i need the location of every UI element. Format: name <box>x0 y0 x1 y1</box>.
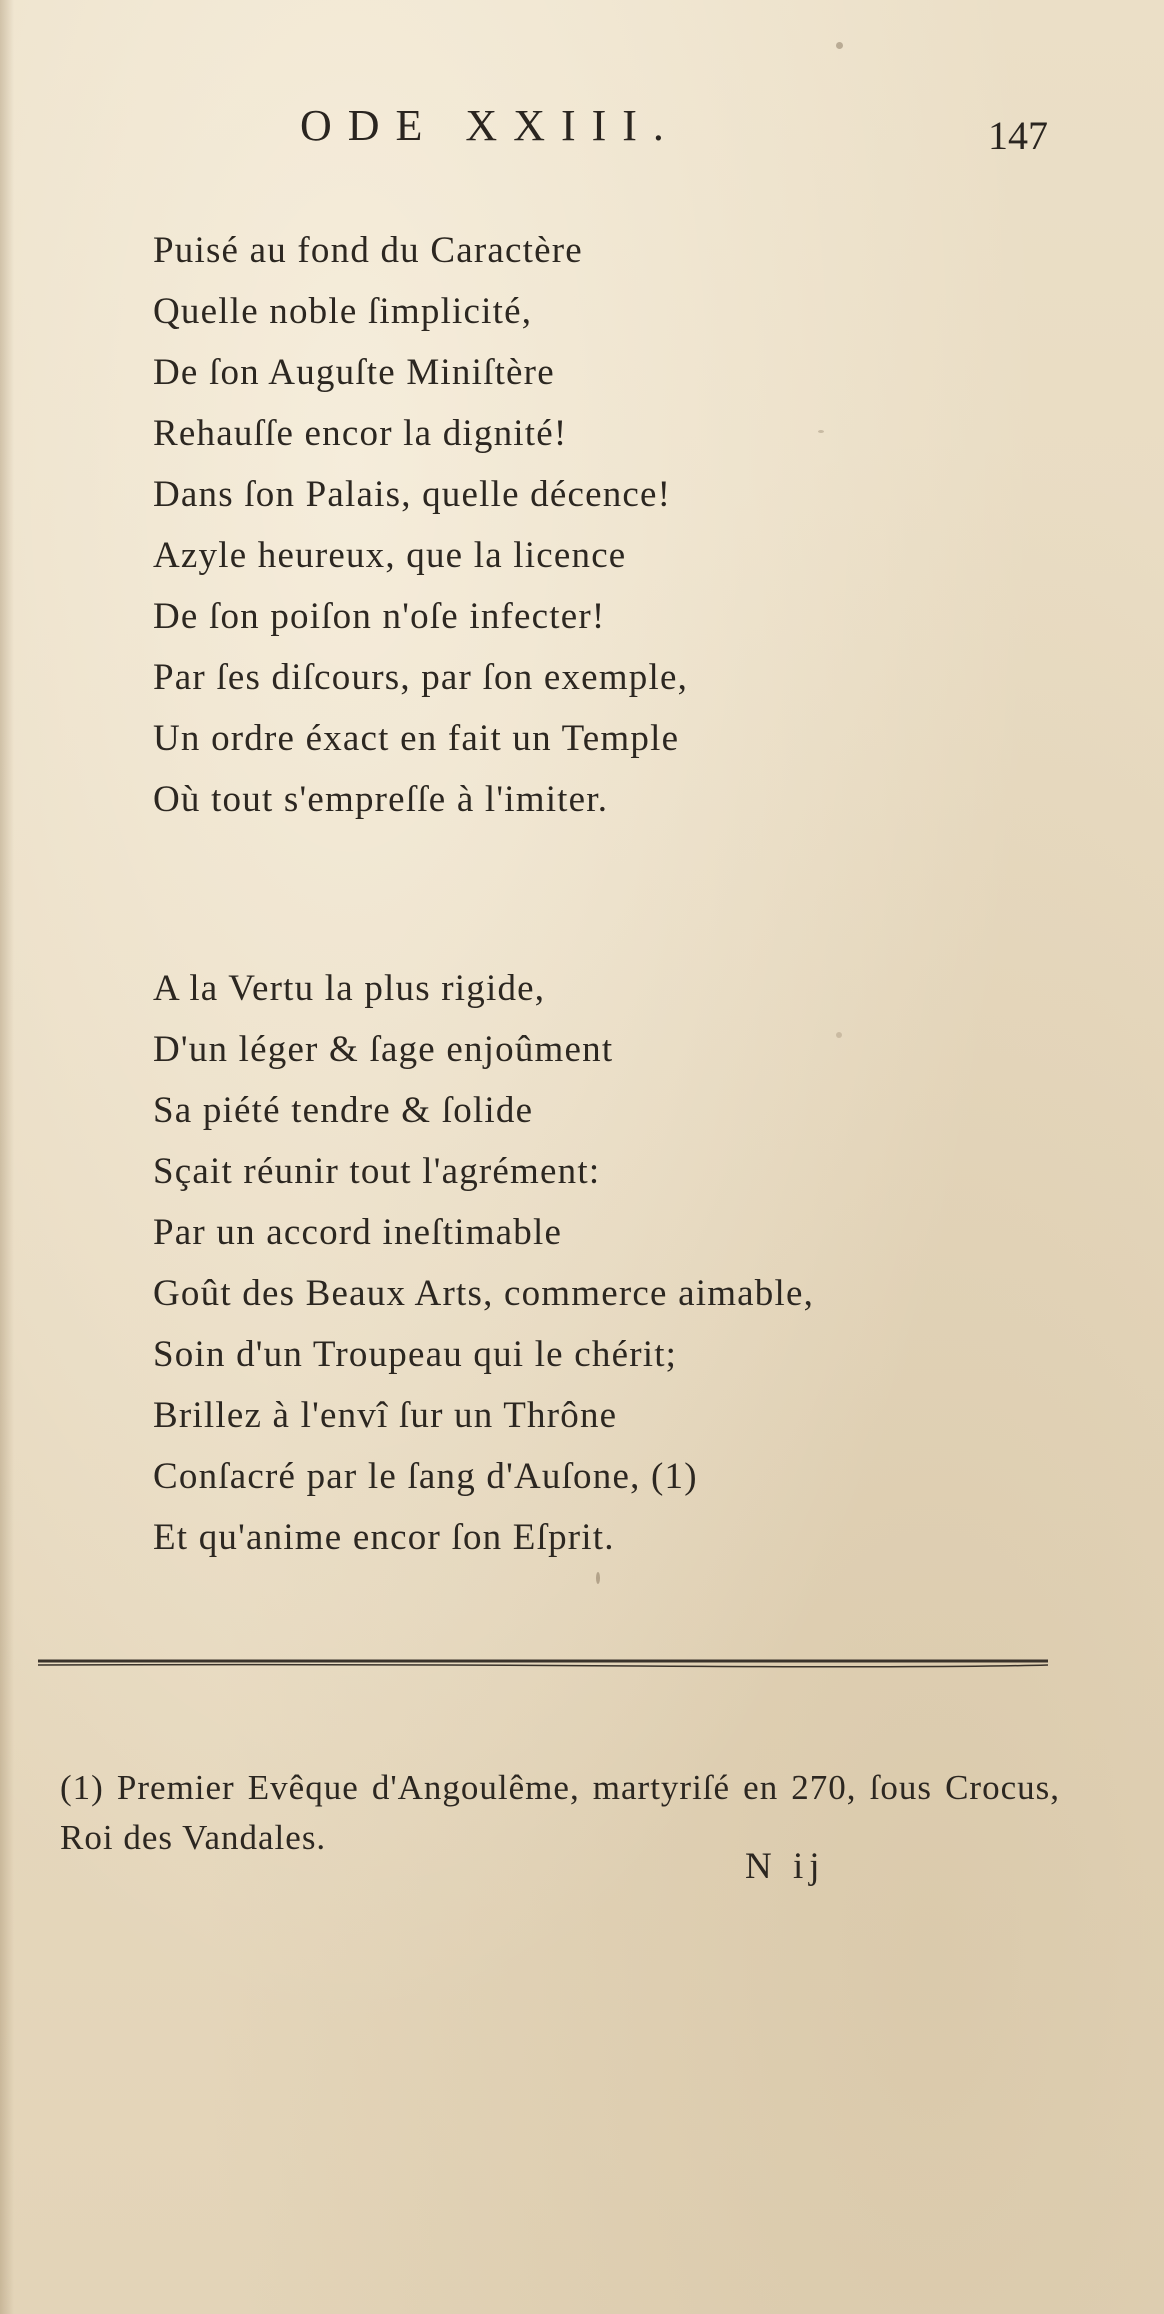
verse-line: Dans ſon Palais, quelle décence! <box>153 474 672 515</box>
page-gutter-shadow <box>0 0 14 2314</box>
verse-line: Conſacré par le ſang d'Auſone, (1) <box>153 1456 698 1497</box>
verse-line: Azyle heureux, que la licence <box>153 535 627 576</box>
paper-speck <box>818 430 824 433</box>
page-number: 147 <box>988 113 1048 158</box>
stanza-1 <box>153 220 688 830</box>
verse-line: Brillez à l'envî ſur un Thrône <box>153 1395 618 1436</box>
verse-line: De ſon poiſon n'oſe infecter! <box>153 596 606 637</box>
verse-line: Soin d'un Troupeau qui le chérit; <box>153 1334 678 1375</box>
verse-line: Un ordre éxact en fait un Temple <box>153 718 680 759</box>
verse-line: Rehauſſe encor la dignité! <box>153 413 568 454</box>
verse-line: De ſon Auguſte Miniſtère <box>153 352 555 393</box>
running-title: ODE XXIII. <box>300 101 680 150</box>
stanza-2 <box>153 958 814 1568</box>
verse-line: Où tout s'empreſſe à l'imiter. <box>153 779 609 820</box>
paper-speck <box>836 42 843 49</box>
verse-line: D'un léger & ſage enjoûment <box>153 1029 614 1070</box>
verse-line: Sa piété tendre & ſolide <box>153 1090 534 1131</box>
footnote: (1) Premier Evêque d'Angoulême, martyriſé en 270, ſous Crocus, Roi des Vandales. <box>60 1768 1060 1857</box>
verse-line: Goût des Beaux Arts, commerce aimable, <box>153 1273 815 1314</box>
signature-mark: N ij <box>745 1846 826 1887</box>
verse-line: Puisé au fond du Caractère <box>153 230 583 271</box>
footnote-divider-rule <box>38 1655 1048 1669</box>
verse-line: Sçait réunir tout l'agrément: <box>153 1151 601 1192</box>
verse-line: Et qu'anime encor ſon Eſprit. <box>153 1517 615 1558</box>
verse-line: Par un accord ineſtimable <box>153 1212 563 1253</box>
verse-line: Par ſes diſcours, par ſon exemple, <box>153 657 689 698</box>
paper-speck <box>836 1032 842 1038</box>
paper-speck <box>596 1572 600 1584</box>
verse-line: A la Vertu la plus rigide, <box>153 968 546 1009</box>
verse-line: Quelle noble ſimplicité, <box>153 291 533 332</box>
